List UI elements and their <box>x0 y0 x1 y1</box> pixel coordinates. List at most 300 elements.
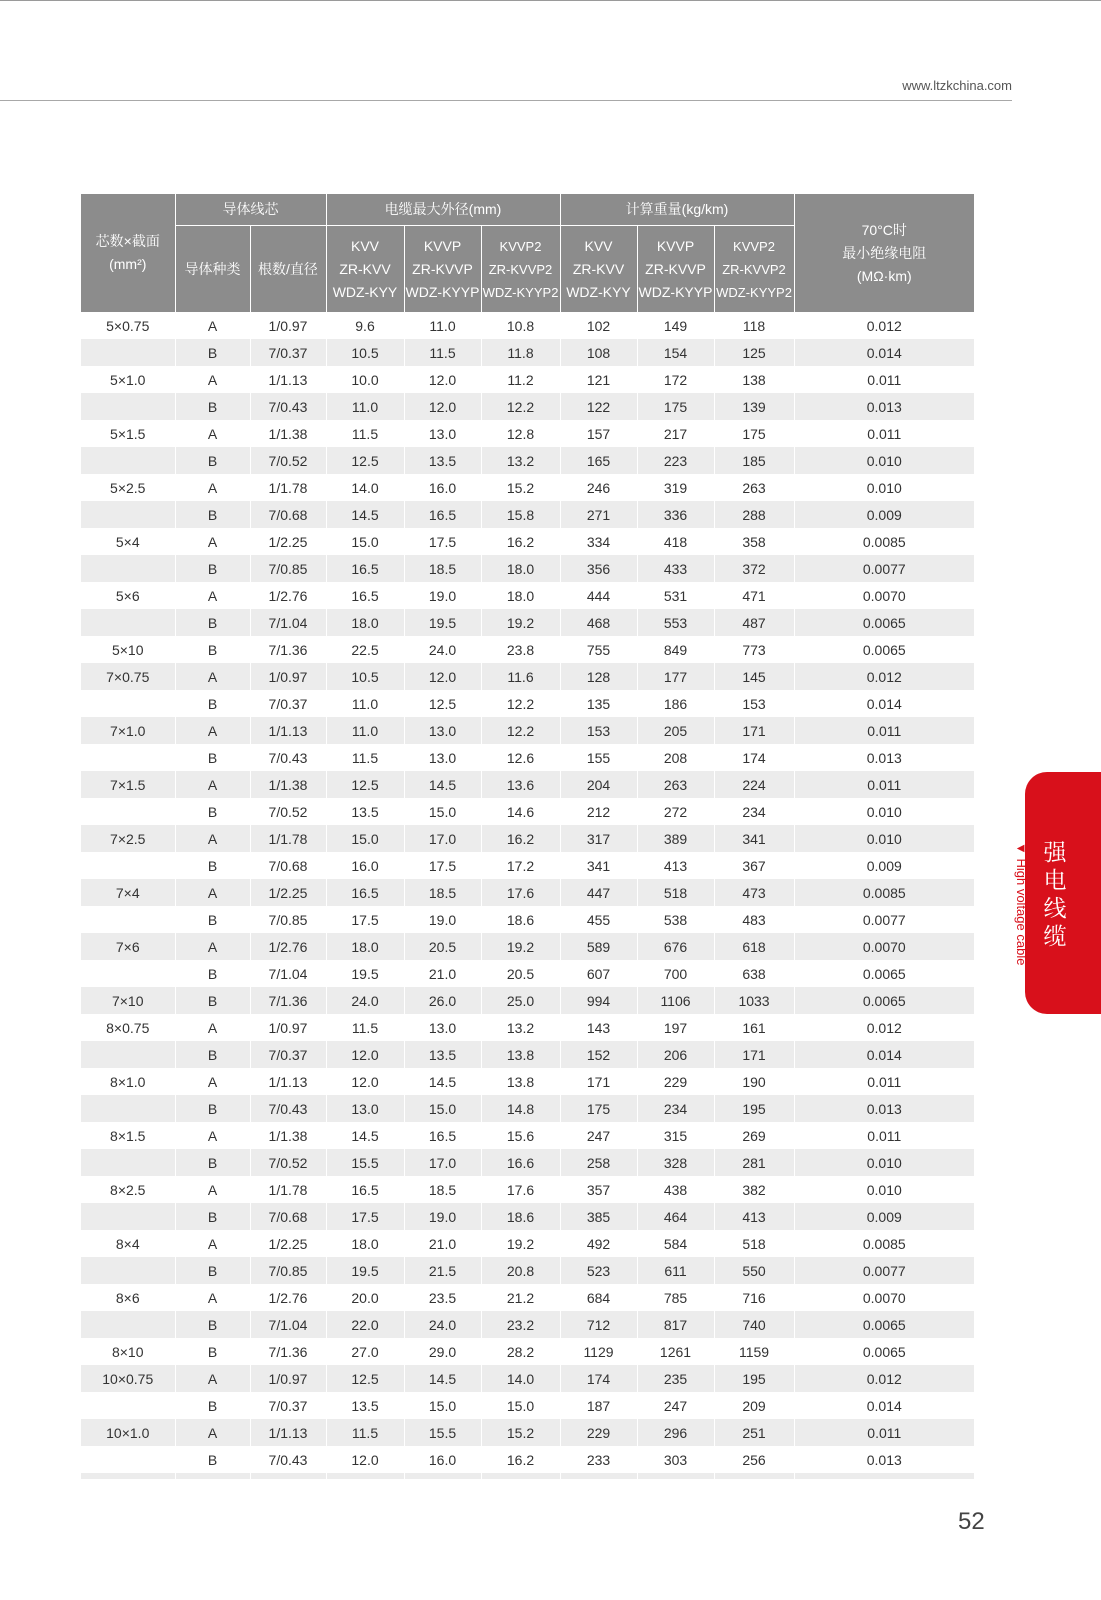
cell-dia-kvvp2: 14.8 <box>481 1095 560 1122</box>
cell-wt-kvvp: 319 <box>637 474 714 501</box>
cell-dia-kvv: 12.5 <box>326 771 404 798</box>
cell-dia-kvv: 12.0 <box>326 1041 404 1068</box>
cell-strands: 1/2.76 <box>250 582 326 609</box>
cell-dia-kvvp: 26.0 <box>404 987 481 1014</box>
cell-wt-kvvp2: 224 <box>714 771 794 798</box>
cell-wt-kvvp2: 740 <box>714 1311 794 1338</box>
cell-conductor-type: A <box>175 1284 250 1311</box>
cell-dia-kvvp2: 17.6 <box>481 1176 560 1203</box>
cell-dia-kvvp: 21.0 <box>404 960 481 987</box>
cell-wt-kvv: 157 <box>560 420 637 447</box>
cell-spec <box>81 744 175 771</box>
cell-spec <box>81 609 175 636</box>
cell-insulation: 0.0065 <box>794 636 974 663</box>
cell-dia-kvv: 12.0 <box>326 1068 404 1095</box>
cell-wt-kvv: 204 <box>560 771 637 798</box>
cell-dia-kvvp: 19.0 <box>404 1203 481 1230</box>
cell-strands: 1/1.78 <box>250 474 326 501</box>
cell-wt-kvvp: 418 <box>637 528 714 555</box>
cell-spec: 5×1.5 <box>110 425 146 442</box>
header-weight-kvv: KVV ZR-KVV WDZ-KYY <box>560 226 637 313</box>
cell-wt-kvvp2: 367 <box>714 852 794 879</box>
section-subtitle: ▼ High voltage cable <box>1014 842 1029 966</box>
cell-wt-kvv: 755 <box>560 636 637 663</box>
cell-conductor-type: B <box>175 555 250 582</box>
header-insulation: 70°C时 最小绝缘电阻 (MΩ·km) <box>794 194 974 312</box>
cell-insulation: 0.013 <box>794 393 974 420</box>
cell-dia-kvvp: 15.5 <box>404 1419 481 1446</box>
cell-wt-kvvp2: 1159 <box>714 1338 794 1365</box>
table-row <box>81 663 974 690</box>
cell-dia-kvv: 14.5 <box>326 1122 404 1149</box>
table-row <box>81 1257 974 1284</box>
cell-strands: 1/2.25 <box>250 1230 326 1257</box>
table-row <box>81 987 974 1014</box>
cell-spec: 8×0.75 <box>106 1019 150 1036</box>
cell-dia-kvvp2: 13.2 <box>481 447 560 474</box>
cell-wt-kvvp: 817 <box>637 1311 714 1338</box>
cell-wt-kvv: 152 <box>560 1041 637 1068</box>
cell-strands: 1/0.97 <box>250 1365 326 1392</box>
cell-dia-kvv: 16.5 <box>326 582 404 609</box>
cell-wt-kvvp2: 195 <box>714 1095 794 1122</box>
cell-strands: 7/0.52 <box>250 798 326 825</box>
cell-dia-kvvp2: 25.0 <box>481 987 560 1014</box>
cell-spec <box>81 960 175 987</box>
header-weight-group: 计算重量(kg/km) <box>560 194 794 226</box>
table-row <box>81 420 974 447</box>
cell-dia-kvvp: 19.0 <box>404 582 481 609</box>
cell-strands: 7/0.43 <box>250 1446 326 1473</box>
cell-strands: 1/1.38 <box>250 420 326 447</box>
table-row <box>81 1176 974 1203</box>
cell-insulation: 0.014 <box>794 1041 974 1068</box>
website-url: www.ltzkchina.com <box>902 78 1012 93</box>
cell-dia-kvvp2: 13.8 <box>481 1068 560 1095</box>
cell-wt-kvvp: 553 <box>637 609 714 636</box>
cell-dia-kvvp: 24.0 <box>404 636 481 663</box>
cell-dia-kvv: 11.0 <box>326 690 404 717</box>
cell-strands: 7/0.43 <box>250 393 326 420</box>
cell-insulation: 0.0065 <box>794 1338 974 1365</box>
cell-conductor-type: B <box>175 447 250 474</box>
cell-wt-kvv: 334 <box>560 528 637 555</box>
cell-dia-kvvp2: 15.0 <box>481 1392 560 1419</box>
cell-wt-kvv: 271 <box>560 501 637 528</box>
cell-dia-kvv: 16.5 <box>326 555 404 582</box>
cell-strands: 1/0.97 <box>250 1014 326 1041</box>
cell-wt-kvvp2: 288 <box>714 501 794 528</box>
cell-wt-kvvp: 223 <box>637 447 714 474</box>
cell-insulation: 0.0077 <box>794 906 974 933</box>
cell-spec <box>81 1311 175 1338</box>
cell-conductor-type: A <box>175 771 250 798</box>
cell-insulation: 0.0065 <box>794 609 974 636</box>
cell-conductor-type: A <box>175 312 250 339</box>
cell-strands: 7/1.04 <box>250 960 326 987</box>
cell-wt-kvv: 468 <box>560 609 637 636</box>
cell-conductor-type: B <box>175 393 250 420</box>
cell-dia-kvv: 27.0 <box>326 1338 404 1365</box>
table-continuation-strip <box>81 1473 974 1479</box>
cell-conductor-type: B <box>175 1311 250 1338</box>
cell-spec <box>81 1041 175 1068</box>
cell-wt-kvvp: 272 <box>637 798 714 825</box>
table-row <box>81 1392 974 1419</box>
cell-strands: 1/1.38 <box>250 771 326 798</box>
cell-dia-kvvp2: 14.0 <box>481 1365 560 1392</box>
cell-wt-kvvp2: 550 <box>714 1257 794 1284</box>
cell-wt-kvvp2: 716 <box>714 1284 794 1311</box>
cell-strands: 1/2.25 <box>250 879 326 906</box>
cell-dia-kvv: 12.0 <box>326 1446 404 1473</box>
cell-dia-kvvp: 16.5 <box>404 501 481 528</box>
cell-wt-kvv: 102 <box>560 312 637 339</box>
cell-spec <box>81 906 175 933</box>
cell-dia-kvvp: 19.0 <box>404 906 481 933</box>
cell-dia-kvvp: 13.5 <box>404 447 481 474</box>
header-weight-kvvp2: KVVP2 ZR-KVVP2 WDZ-KYYP2 <box>714 226 794 313</box>
table-row <box>81 609 974 636</box>
table-row <box>81 528 974 555</box>
cell-dia-kvvp: 11.5 <box>404 339 481 366</box>
cell-dia-kvvp2: 16.2 <box>481 528 560 555</box>
cell-wt-kvv: 258 <box>560 1149 637 1176</box>
cell-dia-kvv: 13.5 <box>326 1392 404 1419</box>
cell-conductor-type: B <box>175 1392 250 1419</box>
cell-insulation: 0.010 <box>794 1176 974 1203</box>
cell-wt-kvvp: 328 <box>637 1149 714 1176</box>
cell-strands: 7/1.36 <box>250 1338 326 1365</box>
table-row <box>81 771 974 798</box>
cell-dia-kvv: 22.0 <box>326 1311 404 1338</box>
cell-wt-kvv: 684 <box>560 1284 637 1311</box>
cell-wt-kvv: 165 <box>560 447 637 474</box>
cell-wt-kvvp2: 269 <box>714 1122 794 1149</box>
cell-spec <box>81 798 175 825</box>
cell-wt-kvvp: 584 <box>637 1230 714 1257</box>
cell-strands: 1/0.97 <box>250 312 326 339</box>
top-border-line <box>0 0 1101 1</box>
cell-dia-kvvp: 16.0 <box>404 1446 481 1473</box>
cell-conductor-type: A <box>175 582 250 609</box>
cell-wt-kvvp: 611 <box>637 1257 714 1284</box>
cell-strands: 7/0.37 <box>250 1392 326 1419</box>
cell-wt-kvvp: 1106 <box>637 987 714 1014</box>
cell-conductor-type: B <box>175 339 250 366</box>
table-row <box>81 1311 974 1338</box>
cell-dia-kvvp2: 12.8 <box>481 420 560 447</box>
cell-wt-kvvp2: 518 <box>714 1230 794 1257</box>
cell-insulation: 0.010 <box>794 474 974 501</box>
cell-conductor-type: B <box>175 1446 250 1473</box>
cell-spec <box>81 1446 175 1473</box>
table-row <box>81 1338 974 1365</box>
cell-strands: 1/1.13 <box>250 1068 326 1095</box>
cell-insulation: 0.010 <box>794 825 974 852</box>
cell-strands: 7/0.37 <box>250 1041 326 1068</box>
cell-wt-kvv: 246 <box>560 474 637 501</box>
cell-spec <box>81 690 175 717</box>
cell-dia-kvvp2: 19.2 <box>481 1230 560 1257</box>
cell-conductor-type: B <box>175 798 250 825</box>
table-row <box>81 582 974 609</box>
cell-spec: 8×1.0 <box>110 1073 146 1090</box>
cell-insulation: 0.0085 <box>794 528 974 555</box>
header-strands: 根数/直径 <box>250 226 326 313</box>
cell-wt-kvvp: 234 <box>637 1095 714 1122</box>
cell-dia-kvv: 14.0 <box>326 474 404 501</box>
cell-wt-kvvp2: 487 <box>714 609 794 636</box>
cell-dia-kvvp: 15.0 <box>404 1095 481 1122</box>
cell-strands: 7/1.04 <box>250 1311 326 1338</box>
cell-spec: 7×1.0 <box>81 717 175 744</box>
cell-wt-kvvp: 197 <box>637 1014 714 1041</box>
table-row <box>81 312 974 339</box>
cell-wt-kvv: 122 <box>560 393 637 420</box>
cell-wt-kvvp2: 251 <box>714 1419 794 1446</box>
cell-wt-kvvp: 1261 <box>637 1338 714 1365</box>
section-tab-title: 强 电 线 缆 <box>1043 839 1067 949</box>
cell-dia-kvvp2: 10.8 <box>481 312 560 339</box>
cell-spec: 7×0.75 <box>81 663 175 690</box>
cell-insulation: 0.014 <box>794 339 974 366</box>
cell-wt-kvvp: 518 <box>637 879 714 906</box>
cell-wt-kvvp2: 341 <box>714 825 794 852</box>
cell-insulation: 0.0077 <box>794 1257 974 1284</box>
cell-spec <box>81 393 175 420</box>
cell-dia-kvvp2: 12.6 <box>481 744 560 771</box>
cell-spec: 5×2.5 <box>110 479 146 496</box>
cell-dia-kvvp: 12.5 <box>404 690 481 717</box>
cell-dia-kvvp2: 12.2 <box>481 690 560 717</box>
cell-dia-kvvp2: 11.6 <box>481 663 560 690</box>
cell-insulation: 0.0070 <box>794 1284 974 1311</box>
cell-insulation: 0.010 <box>794 798 974 825</box>
cell-dia-kvvp2: 20.8 <box>481 1257 560 1284</box>
cell-insulation: 0.0065 <box>794 960 974 987</box>
cell-conductor-type: A <box>175 1230 250 1257</box>
cell-wt-kvv: 143 <box>560 1014 637 1041</box>
cell-spec <box>81 852 175 879</box>
cell-spec: 8×10 <box>111 1343 144 1360</box>
cell-conductor-type: A <box>175 1014 250 1041</box>
cell-dia-kvvp2: 28.2 <box>481 1338 560 1365</box>
cell-wt-kvvp: 531 <box>637 582 714 609</box>
cell-dia-kvvp2: 16.2 <box>481 1446 560 1473</box>
cell-dia-kvv: 11.0 <box>326 717 404 744</box>
cell-dia-kvv: 14.5 <box>326 501 404 528</box>
header-diameter-group: 电缆最大外径(mm) <box>326 194 560 226</box>
table-row <box>81 825 974 852</box>
cell-spec: 5×1.0 <box>110 371 146 388</box>
cell-dia-kvvp2: 12.2 <box>481 717 560 744</box>
cell-wt-kvvp: 206 <box>637 1041 714 1068</box>
table-row <box>81 906 974 933</box>
cell-spec <box>81 501 175 528</box>
cell-dia-kvvp: 17.5 <box>404 852 481 879</box>
cell-dia-kvvp: 18.5 <box>404 1176 481 1203</box>
header-diameter-kvvp2: KVVP2 ZR-KVVP2 WDZ-KYYP2 <box>481 226 560 313</box>
cell-dia-kvv: 16.0 <box>326 852 404 879</box>
cell-conductor-type: B <box>175 852 250 879</box>
cell-wt-kvv: 175 <box>560 1095 637 1122</box>
cell-dia-kvvp2: 11.2 <box>481 366 560 393</box>
cell-dia-kvvp2: 23.2 <box>481 1311 560 1338</box>
cell-wt-kvv: 229 <box>560 1419 637 1446</box>
cell-dia-kvv: 11.5 <box>326 420 404 447</box>
cell-dia-kvvp2: 13.8 <box>481 1041 560 1068</box>
cell-wt-kvvp2: 413 <box>714 1203 794 1230</box>
cell-spec <box>81 339 175 366</box>
cell-dia-kvvp2: 15.6 <box>481 1122 560 1149</box>
table-row <box>81 636 974 663</box>
cell-spec: 7×10 <box>81 987 175 1014</box>
cell-strands: 7/0.68 <box>250 1203 326 1230</box>
cell-wt-kvvp: 676 <box>637 933 714 960</box>
cell-insulation: 0.013 <box>794 1446 974 1473</box>
table-row <box>81 1014 974 1041</box>
cell-wt-kvvp: 315 <box>637 1122 714 1149</box>
cell-dia-kvv: 10.5 <box>326 663 404 690</box>
cell-spec <box>81 1095 175 1122</box>
cell-dia-kvv: 11.5 <box>326 1014 404 1041</box>
cell-conductor-type: A <box>175 1176 250 1203</box>
cell-dia-kvvp: 20.5 <box>404 933 481 960</box>
cell-strands: 7/0.43 <box>250 1095 326 1122</box>
cell-strands: 1/1.13 <box>250 717 326 744</box>
cell-conductor-type: A <box>175 366 250 393</box>
cell-dia-kvv: 24.0 <box>326 987 404 1014</box>
cell-dia-kvvp: 14.5 <box>404 1068 481 1095</box>
cell-strands: 7/0.52 <box>250 1149 326 1176</box>
cell-wt-kvvp: 175 <box>637 393 714 420</box>
cell-wt-kvvp: 438 <box>637 1176 714 1203</box>
cell-dia-kvvp2: 19.2 <box>481 609 560 636</box>
cell-dia-kvvp2: 18.0 <box>481 582 560 609</box>
cell-conductor-type: A <box>175 1365 250 1392</box>
cell-insulation: 0.010 <box>794 447 974 474</box>
cell-insulation: 0.0085 <box>794 1230 974 1257</box>
cell-conductor-type: B <box>175 1149 250 1176</box>
cell-dia-kvvp2: 13.2 <box>481 1014 560 1041</box>
cell-dia-kvvp2: 16.2 <box>481 825 560 852</box>
cell-strands: 7/1.36 <box>250 636 326 663</box>
cell-dia-kvvp2: 17.6 <box>481 879 560 906</box>
cell-wt-kvv: 247 <box>560 1122 637 1149</box>
cell-dia-kvv: 12.5 <box>326 1365 404 1392</box>
table-row <box>81 1203 974 1230</box>
cell-spec: 8×4 <box>115 1235 140 1252</box>
cell-wt-kvvp: 336 <box>637 501 714 528</box>
cell-dia-kvv: 9.6 <box>326 312 404 339</box>
table-row <box>81 879 974 906</box>
cell-wt-kvvp2: 638 <box>714 960 794 987</box>
cell-spec <box>81 555 175 582</box>
cell-wt-kvvp2: 234 <box>714 798 794 825</box>
header-diameter-kvvp: KVVP ZR-KVVP WDZ-KYYP <box>404 226 481 313</box>
cell-dia-kvv: 13.5 <box>326 798 404 825</box>
cell-dia-kvv: 17.5 <box>326 906 404 933</box>
table-row <box>81 1041 974 1068</box>
cell-strands: 1/1.78 <box>250 825 326 852</box>
cell-conductor-type: B <box>175 636 250 663</box>
cell-wt-kvvp: 303 <box>637 1446 714 1473</box>
cell-dia-kvv: 15.0 <box>326 528 404 555</box>
cell-insulation: 0.0070 <box>794 582 974 609</box>
header-divider <box>0 100 1012 101</box>
cell-dia-kvvp2: 18.6 <box>481 906 560 933</box>
cell-wt-kvvp: 154 <box>637 339 714 366</box>
cell-dia-kvvp: 29.0 <box>404 1338 481 1365</box>
cell-spec <box>81 1392 175 1419</box>
cell-dia-kvvp2: 23.8 <box>481 636 560 663</box>
cell-wt-kvv: 523 <box>560 1257 637 1284</box>
cell-dia-kvvp2: 18.6 <box>481 1203 560 1230</box>
cell-dia-kvvp2: 15.8 <box>481 501 560 528</box>
cell-dia-kvv: 18.0 <box>326 1230 404 1257</box>
cell-wt-kvvp: 149 <box>637 312 714 339</box>
cell-dia-kvv: 15.0 <box>326 825 404 852</box>
cell-strands: 1/1.38 <box>250 1122 326 1149</box>
cell-wt-kvvp2: 473 <box>714 879 794 906</box>
cell-insulation: 0.012 <box>794 1365 974 1392</box>
cell-wt-kvvp2: 153 <box>714 690 794 717</box>
cell-insulation: 0.009 <box>794 1203 974 1230</box>
cell-conductor-type: A <box>175 663 250 690</box>
cell-strands: 7/0.43 <box>250 744 326 771</box>
cell-dia-kvvp: 12.0 <box>404 663 481 690</box>
cell-insulation: 0.0085 <box>794 879 974 906</box>
cell-spec: 8×6 <box>115 1289 140 1306</box>
cell-dia-kvvp: 21.0 <box>404 1230 481 1257</box>
cell-dia-kvv: 15.5 <box>326 1149 404 1176</box>
cell-wt-kvv: 1129 <box>560 1338 637 1365</box>
cell-dia-kvvp2: 21.2 <box>481 1284 560 1311</box>
cell-wt-kvv: 455 <box>560 906 637 933</box>
cell-insulation: 0.011 <box>794 1419 974 1446</box>
cell-dia-kvv: 17.5 <box>326 1203 404 1230</box>
cell-spec: 8×2.5 <box>110 1181 146 1198</box>
table-row <box>81 1230 974 1257</box>
cell-dia-kvvp: 18.5 <box>404 879 481 906</box>
cell-wt-kvvp: 700 <box>637 960 714 987</box>
cell-wt-kvvp2: 175 <box>714 420 794 447</box>
cell-strands: 7/1.04 <box>250 609 326 636</box>
cell-spec: 5×6 <box>115 587 140 604</box>
cell-wt-kvvp2: 118 <box>714 312 794 339</box>
cell-conductor-type: A <box>175 474 250 501</box>
cell-spec: 7×2.5 <box>81 825 175 852</box>
cell-wt-kvv: 712 <box>560 1311 637 1338</box>
cell-wt-kvv: 187 <box>560 1392 637 1419</box>
cell-dia-kvvp2: 20.5 <box>481 960 560 987</box>
cell-insulation: 0.0077 <box>794 555 974 582</box>
cell-strands: 7/0.52 <box>250 447 326 474</box>
cell-wt-kvvp2: 195 <box>714 1365 794 1392</box>
cell-wt-kvvp2: 138 <box>714 366 794 393</box>
table-row <box>81 798 974 825</box>
cell-wt-kvvp2: 281 <box>714 1149 794 1176</box>
cell-dia-kvv: 18.0 <box>326 609 404 636</box>
table-row <box>81 474 974 501</box>
cell-conductor-type: B <box>175 744 250 771</box>
cell-insulation: 0.011 <box>794 717 974 744</box>
cell-wt-kvv: 317 <box>560 825 637 852</box>
cell-spec: 10×0.75 <box>81 1365 175 1392</box>
cell-wt-kvvp2: 174 <box>714 744 794 771</box>
cell-conductor-type: B <box>175 960 250 987</box>
